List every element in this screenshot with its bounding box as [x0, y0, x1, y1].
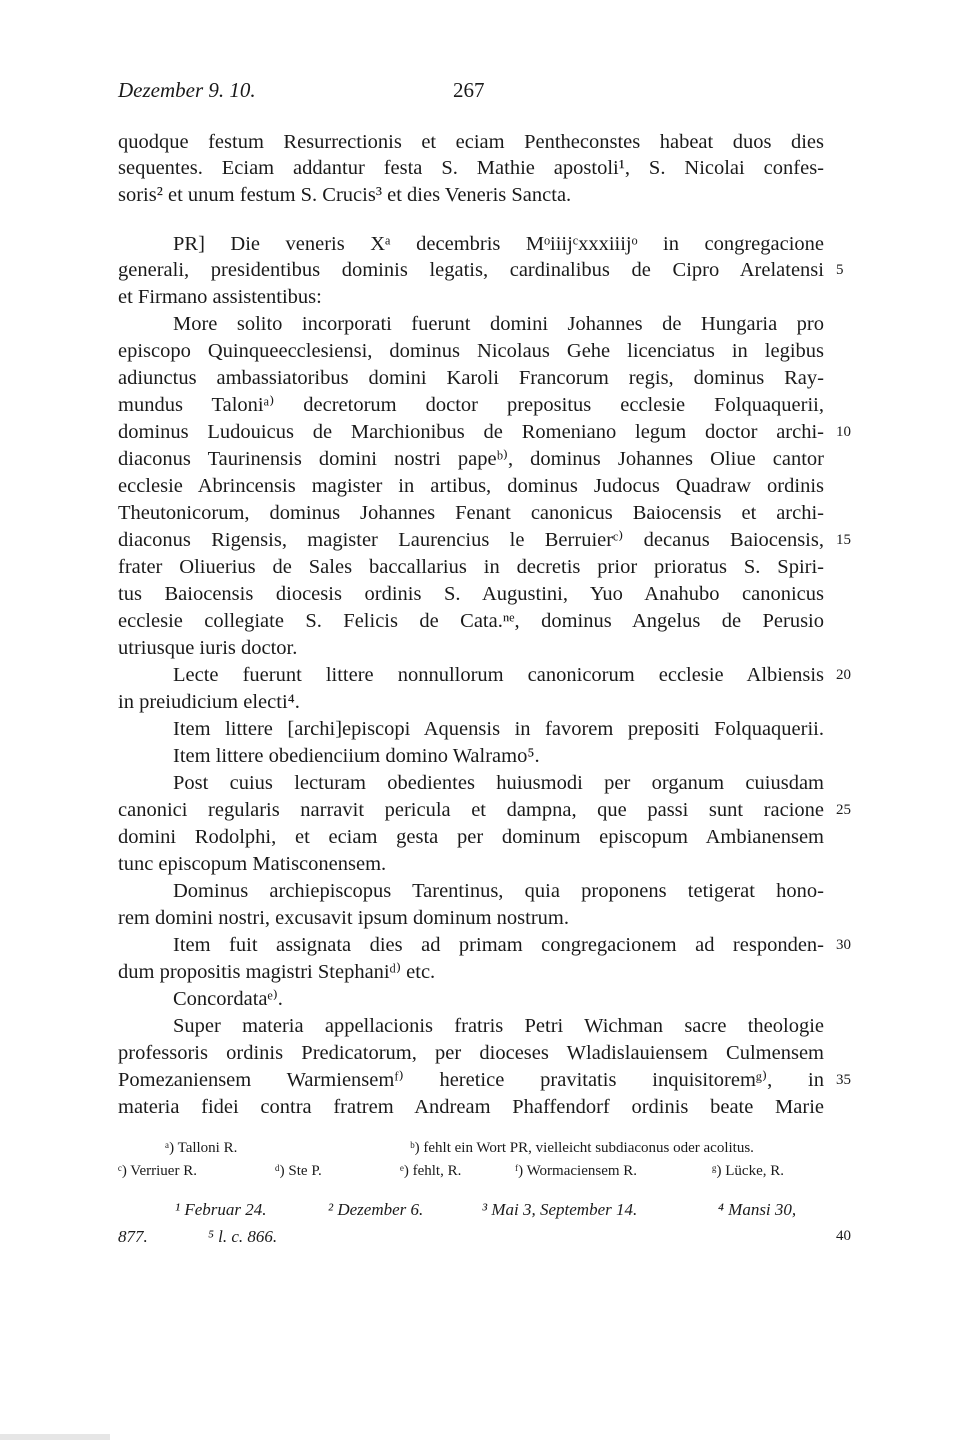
text-line: professoris ordinis Predicatorum, per dioceses Wladislauiensem Culmensem — [118, 1042, 824, 1064]
text-line: canonici regularis narravit pericula et dampna, que passi sunt racione — [118, 799, 824, 821]
line-number: 5 — [836, 262, 844, 278]
text-line: Super materia appellacionis fratris Petri Wichman sacre theologie — [173, 1015, 824, 1037]
running-head: Dezember 9. 10. — [118, 78, 256, 102]
text-line: quodque festum Resurrectionis et eciam Pentheconstes habeat duos dies — [118, 131, 824, 153]
footnote-number: ⁴ Mansi 30, — [718, 1200, 797, 1219]
text-line: dominus Ludouicus de Marchionibus de Romeniano legum doctor archi- — [118, 421, 824, 443]
text-line: Theutonicorum, dominus Johannes Fenant canonicus Baiocensis et archi- — [118, 502, 824, 524]
footnote-letter: ᶜ) Verriuer R. — [118, 1163, 197, 1179]
footnote-number: ⁵ l. c. 866. — [208, 1227, 278, 1246]
line-number: 30 — [836, 937, 851, 953]
line-number: 20 — [836, 667, 851, 683]
line-number: 10 — [836, 424, 851, 440]
text-line: PR] Die veneris Xᵃ decembris Mᵒiiijᶜxxxiiijᵒ in congregacione — [173, 233, 824, 255]
text-line: soris² et unum festum S. Crucis³ et dies Veneris Sancta. — [118, 184, 572, 206]
text-line: Item littere obedienciium domino Walramo⁵. — [173, 745, 540, 767]
text-line: generali, presidentibus dominis legatis, cardinalibus de Cipro Arelatensi — [118, 259, 824, 281]
line-number: 25 — [836, 802, 851, 818]
text-line: tunc episcopum Matisconensem. — [118, 853, 387, 875]
footnote-letter: ᶠ) Wormaciensem R. — [515, 1163, 638, 1179]
line-number: 35 — [836, 1072, 851, 1088]
text-line: domini Rodolphi, et eciam gesta per dominum episcopum Ambianensem — [118, 826, 824, 848]
line-number: 15 — [836, 532, 851, 548]
text-line: Item fuit assignata dies ad primam congregacionem ad responden- — [173, 934, 824, 956]
footnote-number: ¹ Februar 24. — [175, 1200, 267, 1219]
text-line: materia fidei contra fratrem Andream Phaffendorf ordinis beate Marie — [118, 1096, 824, 1118]
footnote-letter: ᵇ) fehlt ein Wort PR, vielleicht subdiaconus oder acolitus. — [410, 1140, 754, 1156]
text-line: ecclesie Abrincensis magister in artibus, dominus Judocus Quadraw ordinis — [118, 475, 824, 497]
text-line: tus Baiocensis diocesis ordinis S. Augustini, Yuo Anahubo canonicus — [118, 583, 824, 605]
text-line: Concordataᵉ⁾. — [173, 988, 283, 1010]
text-line: diaconus Rigensis, magister Laurencius le Berruierᶜ⁾ decanus Baiocensis, — [118, 529, 824, 551]
text-line: adiunctus ambassiatoribus domini Karoli Francorum regis, dominus Ray- — [118, 367, 824, 389]
text-line: Post cuius lecturam obedientes huiusmodi per organum cuiusdam — [173, 772, 824, 794]
text-line: sequentes. Eciam addantur festa S. Mathie apostoli¹, S. Nicolai confes- — [118, 157, 824, 179]
text-line: rem domini nostri, excusavit ipsum dominum nostrum. — [118, 907, 569, 929]
text-line: Item littere [archi]episcopi Aquensis in favorem prepositi Folquaquerii. — [173, 718, 824, 740]
text-line: diaconus Taurinensis domini nostri papeᵇ⁾, dominus Johannes Oliue cantor — [118, 448, 824, 470]
text-line: mundus Taloniᵃ⁾ decretorum doctor prepositus ecclesie Folquaquerii, — [118, 394, 824, 416]
page-header — [118, 78, 823, 108]
footnote-number: ² Dezember 6. — [328, 1200, 424, 1219]
text-line: dum propositis magistri Stephaniᵈ⁾ etc. — [118, 961, 436, 983]
text-line: More solito incorporati fuerunt domini Johannes de Hungaria pro — [173, 313, 824, 335]
text-line: in preiudicium electi⁴. — [118, 691, 300, 713]
footnote-number: 877. — [118, 1227, 148, 1246]
scan-artifact — [0, 1434, 110, 1440]
text-line: frater Oliuerius de Sales baccallarius in decretis prior prioratus S. Spiri- — [118, 556, 824, 578]
text-line: episcopo Quinqueecclesiensi, dominus Nicolaus Gehe licenciatus in legibus — [118, 340, 824, 362]
text-line: Lecte fuerunt littere nonnullorum canonicorum ecclesie Albiensis — [173, 664, 824, 686]
text-line: et Firmano assistentibus: — [118, 286, 322, 308]
text-line: utriusque iuris doctor. — [118, 637, 298, 659]
footnote-letter: ᵃ) Talloni R. — [165, 1140, 238, 1156]
footnote-number: ³ Mai 3, September 14. — [482, 1200, 638, 1219]
text-line: Dominus archiepiscopus Tarentinus, quia proponens tetigerat hono- — [173, 880, 824, 902]
page-number: 267 — [453, 78, 485, 102]
footnote-letter: ᵈ) Ste P. — [275, 1163, 322, 1179]
text-line: ecclesie collegiate S. Felicis de Cata.ⁿᵉ, dominus Angelus de Perusio — [118, 610, 824, 632]
line-number-40: 40 — [836, 1228, 851, 1244]
footnote-letter: ᵍ) Lücke, R. — [712, 1163, 784, 1179]
text-line: Pomezaniensem Warmiensemᶠ⁾ heretice pravitatis inquisitoremᵍ⁾, in — [118, 1069, 824, 1091]
footnote-letter: ᵉ) fehlt, R. — [400, 1163, 462, 1179]
